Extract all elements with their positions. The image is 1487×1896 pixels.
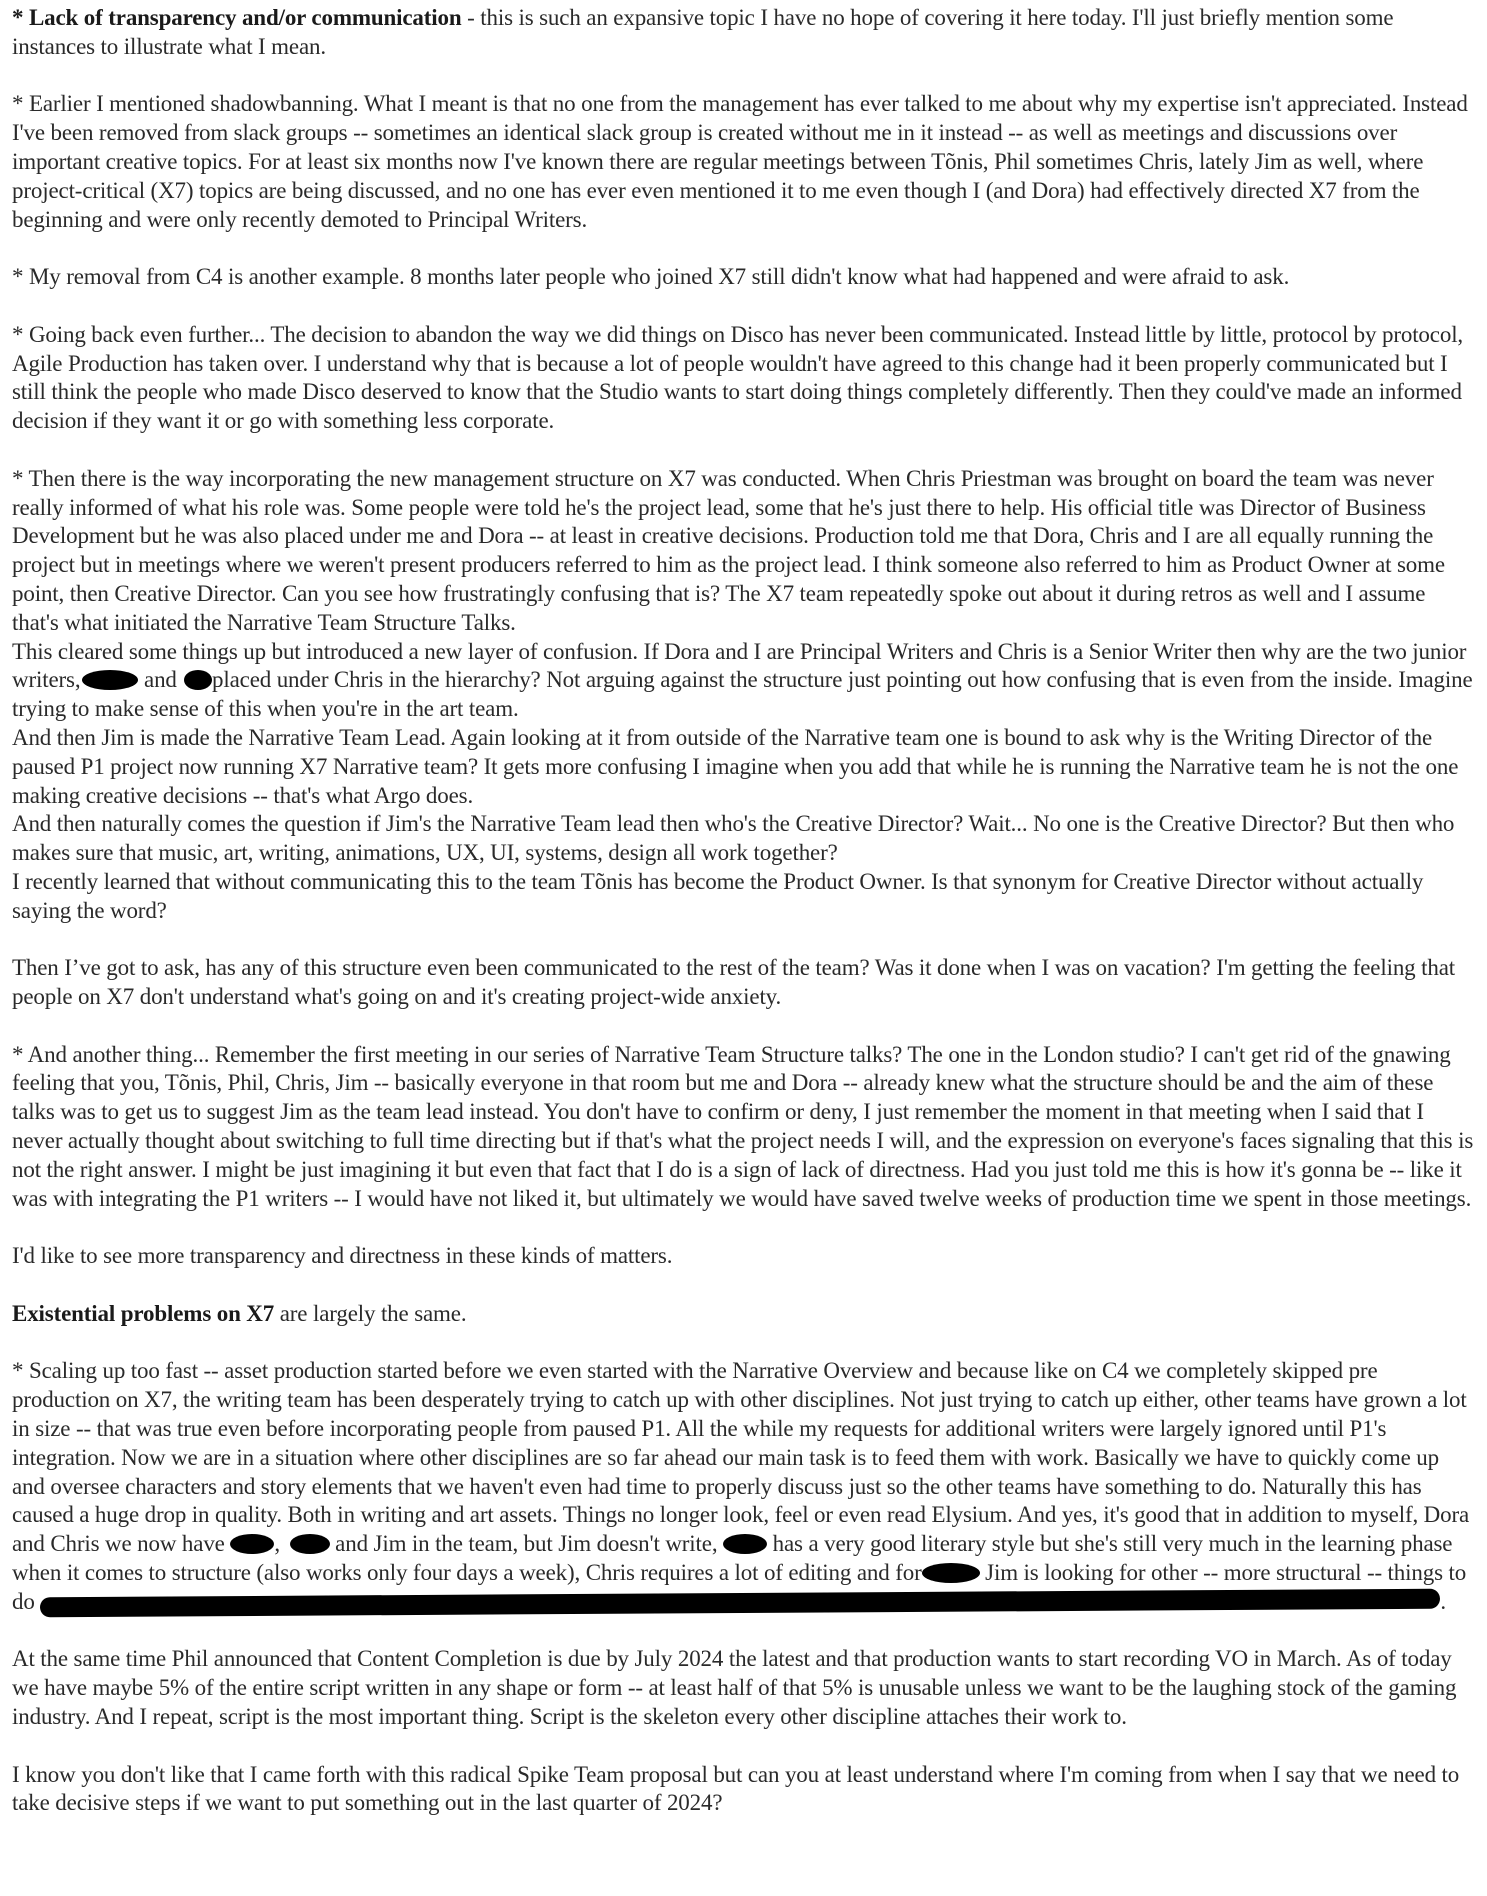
paragraph-shadowbanning: * Earlier I mentioned shadowbanning. What I meant is that no one from the management has ever talked to me about why my expertise isn't appreciated. Instead I've been removed from slack groups -- sometimes an identical slack group is created without me in it instead -- as well as meetings and discussions over important creative topics. For at least six months now I've known there are regular meetings between Tõnis, Phil sometimes Chris, lately Jim as well, where project-critical (X7) topics are being discussed, and no one has ever even mentioned it to me even though I (and Dora) had effectively directed X7 from the beginning and were only recently demoted to Principal Writers. [12,91,1468,232]
paragraph-text: , [274,1531,280,1557]
paragraph-text: This cleared some things up but introduced a new layer of confusion. If Dora and I are Principal Writers and Chris is a Senior Writer then why are the two junior writers, [12,638,1467,693]
paragraph-transparency-request: I'd like to see more transparency and directness in these kinds of matters. [12,1243,673,1269]
paragraph-text: Jim is looking for other -- more structural -- things to do [12,1560,1467,1614]
paragraph-communicated: Then I’ve got to ask, has any of this structure even been communicated to the rest of the team? Was it done when I was on vacation? I'm getting the feeling that people on X7 don't understand what's going on and it's creating project-wide anxiety. [12,955,1456,1010]
heading-existential-problems: Existential problems on X7 [12,1300,275,1326]
paragraph-product-owner: I recently learned that without communicating this to the team Tõnis has become the Product Owner. Is that synonym for Creative Director without actually saying the word? [12,868,1424,923]
paragraph-narrative-team-lead: And then Jim is made the Narrative Team Lead. Again looking at it from outside of the Narrative team one is bound to ask why is the Writing Director of the paused P1 project now running X7 Narrative team? It gets more confusing I imagine when you add that while he is running the Narrative team he is not the one making creative decisions -- that's what Argo does. [12,724,1459,808]
paragraph-content-completion: At the same time Phil announced that Content Completion is due by July 2024 the latest and that production wants to start recording VO in March. As of today we have maybe 5% of the entire script written in any shape or form -- at least half of that 5% is unusable unless we want to be the laughing stock of the gaming industry. And I repeat, script is the most important thing. Script is the skeleton every other discipline attaches their work to. [12,1646,1457,1730]
redaction-mark [723,1534,767,1554]
paragraph-text: are largely the same. [274,1300,467,1326]
redaction-mark [230,1534,274,1554]
paragraph-creative-director: And then naturally comes the question if Jim's the Narrative Team lead then who's the Creative Director? Wait... No one is the Creative Director? But then who makes sure that music, art, writing, animations, UX, UI, systems, design all work together? [12,811,1455,866]
paragraph-transparency-intro [12,4,1477,62]
paragraph-management-structure: * Then there is the way incorporating the new management structure on X7 was conducted. When Chris Priestman was brought on board the team was never really informed of what his role was. Some people were told he's the project lead, some that he's just there to help. His official title was Director of Business Development but he was also placed under me and Dora -- at least in creative decisions. Production told me that Dora, Chris and I are all equally running the project but in meetings where we weren't present producers referred to him as the project lead. I think someone also referred to him as Product Owner at some point, then Creative Director. Can you see how frustratingly confusing that is? The X7 team repeatedly spoke out about it during retros as well and I assume that's what initiated the Narrative Team Structure Talks. [12,465,1445,635]
paragraph-text: . [1440,1588,1446,1614]
paragraph-text: * Scaling up too fast -- asset production started before we even started with the Narrative Overview and because like on C4 we completely skipped pre production on X7, the writing team has been desperately trying to catch up with other disciplines. Not just trying to catch up either, other teams have grown a lot in size -- that was true even before incorporating people from paused P1. All the while my requests for additional writers were largely ignored until P1's integration. Now we are in a situation where other disciplines are so far ahead our main task is to feed them with work. Basically we have to quickly come up and oversee characters and story elements that we haven't even had time to properly discuss just so the other teams have something to do. Naturally this has caused a huge drop in quality. Both in writing and art assets. Things no longer look, feel or even read Elysium. And yes, it's good that in addition to myself, Dora and Chris we now have [12,1358,1470,1557]
redaction-mark [290,1534,330,1554]
paragraph-text: - this is such an expansive topic I have no hope of covering it here today. I'll just briefly mention some instances to illustrate what I mean. [12,5,1394,59]
redaction-line [40,1589,1440,1618]
paragraph-confusion [12,638,1477,724]
paragraph-text: and [138,667,183,693]
paragraph-text: placed under Chris in the hierarchy? Not arguing against the structure just pointing out how confusing that is even from the inside. Imagine trying to make sense of this when you're in the art team. [12,667,1473,722]
paragraph-existential-problems [12,1300,1477,1329]
paragraph-scaling-up [12,1357,1477,1616]
paragraph-london-meeting: * And another thing... Remember the first meeting in our series of Narrative Team Structure talks? The one in the London studio? I can't get rid of the gnawing feeling that you, Tõnis, Phil, Chris, Jim -- basically everyone in that room but me and Dora -- already knew what the structure should be and the aim of these talks was to get us to suggest Jim as the team lead instead. You don't have to confirm or deny, I just remember the moment in that meeting when I said that I never actually thought about switching to full time directing but if that's what the project needs I will, and the expression on everyone's faces signaling that this is not the right answer. I might be just imagining it but even that fact that I do is a sign of lack of directness. Had you just told me this is how it's gonna be -- like it was with integrating the P1 writers -- I would have not liked it, but ultimately we would have saved twelve weeks of production time we spent in those meetings. [12,1041,1474,1211]
paragraph-text: and Jim in the team, but Jim doesn't write, [329,1531,718,1557]
paragraph-c4-removal: * My removal from C4 is another example. 8 months later people who joined X7 still didn't know what had happened and were afraid to ask. [12,264,1290,290]
paragraph-spike-team: I know you don't like that I came forth with this radical Spike Team proposal but can you at least understand where I'm coming from when I say that we need to take decisive steps if we want to put something out in the last quarter of 2024? [12,1761,1460,1816]
heading-lack-of-transparency: * Lack of transparency and/or communication [12,5,462,30]
redaction-mark [82,670,138,690]
paragraph-text: has a very good literary style but she's still very much in the learning phase when it comes to structure (also works only four days a week), Chris requires a lot of editing and for [12,1531,1453,1586]
paragraph-disco: * Going back even further... The decision to abandon the way we did things on Disco has never been communicated. Instead little by little, protocol by protocol, Agile Production has taken over. I understand why that is because a lot of people wouldn't have agreed to this change had it been properly communicated but I still think the people who made Disco deserved to know that the Studio wants to start doing things completely differently. Then they could've made an informed decision if they want it or go with something less corporate. [12,321,1464,434]
redaction-mark [922,1563,980,1583]
